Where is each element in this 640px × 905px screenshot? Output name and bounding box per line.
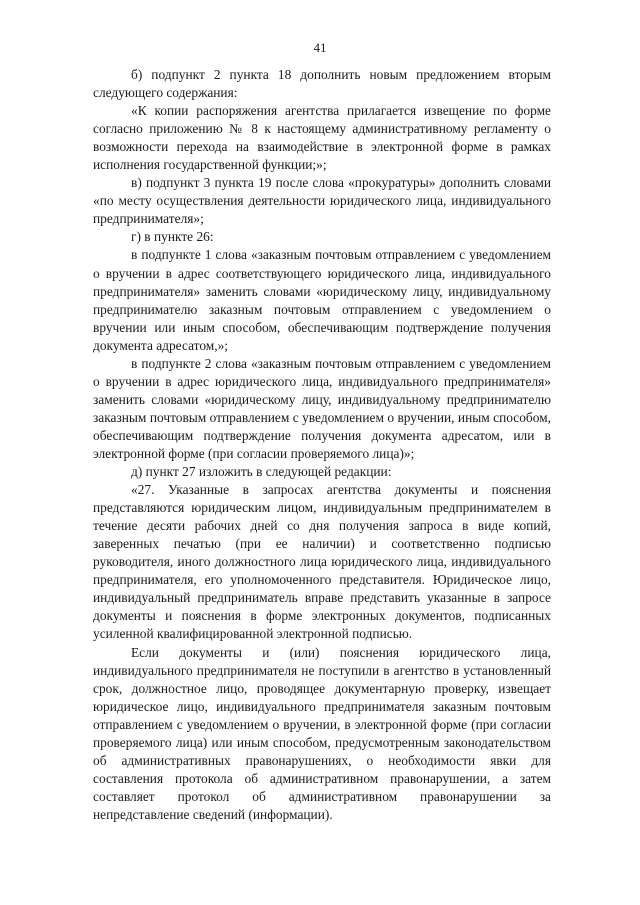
paragraph-d: д) пункт 27 изложить в следующей редакции: <box>131 464 392 480</box>
document-body <box>93 66 551 824</box>
paragraph-v: в) подпункт 3 пункта 19 после слова «прокуратуры» дополнить словами «по месту осуществления деятельности юридического лица, индивидуального предпринимателя»; <box>93 175 551 227</box>
paragraph-g-sub2: в подпункте 2 слова «заказным почтовым отправлением с уведомлением о вручении в адрес юридического лица, индивидуального предпринимателя» заменить словами «юридическому лицу, индивидуальному предпринимателю заказным почтовым отправлением с уведомлением о вручении, иным способом, обеспечивающим подтверждение получения документа адресатом, или в электронной форме (при согласии проверяемого лица)»; <box>93 355 551 461</box>
page-number: 41 <box>313 40 327 55</box>
paragraph-27-second: Если документы и (или) пояснения юридического лица, индивидуального предпринимателя не поступили в агентство в установленный срок, должностное лицо, проводящее документарную проверку, извещает юридическое лицо, индивидуального предпринимателя заказным почтовым отправлением с уведомлением о вручении, в электронной форме (при согласии проверяемого лица) или иным способом, предусмотренным законодательством об административных правонарушениях, о необходимости явки для составления протокола об административном правонарушении, а затем составляет протокол об административном правонарушении за непредставление сведений (информации). <box>93 644 551 822</box>
paragraph-g: г) в пункте 26: <box>131 229 214 245</box>
paragraph-27: «27. Указанные в запросах агентства документы и пояснения представляются юридическим лицом, индивидуальным предпринимателем в течение десяти рабочих дней со дня получения запроса в виде копий, заверенных печатью (при ее наличии) и соответственно подписью руководителя, иного должностного лица юридического лица, индивидуального предпринимателя, его уполномоченного представителя. Юридическое лицо, индивидуальный предприниматель вправе представить указанные в запросе документы и пояснения в форме электронных документов, подписанных усиленной квалифицированной электронной подписью. <box>93 482 551 642</box>
paragraph-b: б) подпункт 2 пункта 18 дополнить новым предложением вторым следующего содержания: <box>93 67 551 101</box>
paragraph-g-sub1: в подпункте 1 слова «заказным почтовым отправлением с уведомлением о вручении в адрес соответствующего юридического лица, индивидуального предпринимателя» заменить словами «юридическому лицу, индивидуальному предпринимателю заказным почтовым отправлением с уведомлением о вручении или иным способом, обеспечивающим подтверждение получения документа адресатом,»; <box>93 247 551 353</box>
paragraph-b-quote: «К копии распоряжения агентства прилагается извещение по форме согласно приложению № 8 к настоящему административному регламенту о возможности перехода на взаимодействие в электронной форме в рамках исполнения государственной функции;»; <box>93 103 551 173</box>
